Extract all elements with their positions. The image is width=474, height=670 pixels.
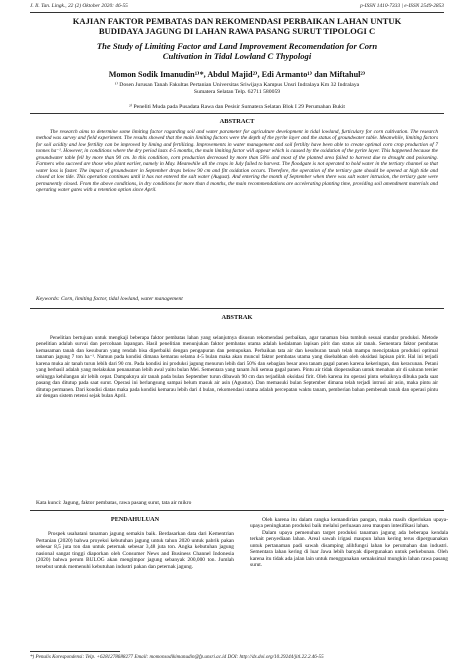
- affiliation-1-line-2: Sumatera Selatan Telp. 62711 580059: [193, 89, 281, 96]
- body-right-column: [250, 517, 448, 569]
- footnote-divider: [30, 651, 120, 652]
- english-title-line-2: Cultivation in Tidal Lowland C Thypologi: [162, 51, 312, 62]
- abstrak-top-rule: [30, 308, 444, 309]
- abstrak-heading: ABSTRAK: [221, 314, 253, 321]
- corresponding-author-footnote: *) Penulis Korespondensi: Telp. +6281278688277 Email: momonsodikimanudin@fp.unsri.ac.id DOI: http://dx.doi.org/10.29244/jitl.22.2.46-55: [30, 654, 324, 660]
- abstract-keywords: Keywords: Corn, limiting factor, tidal lowland, water management: [36, 296, 183, 302]
- abstrak-keywords: Kata kunci: Jagung, faktor pembatas, rawa pasang surut, tata air mikro: [36, 500, 192, 506]
- body-paragraph: Oleh karena itu dalam rangka kemandirian pangan, maka masih diperlukan upaya-upaya peningkatan produksi baik melalui perluasan area maupun intesifikasi lahan.: [250, 517, 448, 530]
- affiliation-1-line-1: ¹⁾ Dosen Jurusan Tanah Fakultas Pertanian Universitas Sriwijaya Kampus Unsri Indralaya Km 32 Indralaya: [114, 82, 360, 88]
- body-paragraph: Dalam upaya pemenuhan target produksi tanaman jagung ada beberapa kendala terkait penyediaan lahan. Areal sawah irigasi maupun lahan kering terus diperguanakan untuk pertanaman padi sawah disamping alihfungsi lahan ke perumahan dan industri. Sementara lahan kering di luar Jawa lebih banyak dipergunakan untuk perkebunan. Oleh karena itu tidak ada jalan lain untuk menggunakan semaksimal mungkin lahan rawa pasang surut.: [250, 529, 448, 569]
- abstrak-text: Penelitian bertujuan untuk mengkaji beberapa faktor pembatas lahan yang selanjutnya disusun rekomendasi perbaikan, agar tanaman bisa tumbuh sesuai standar produksi. Metode penelitian adalah survai dan percobaan lapangan. Hasil penelitian menunjukan faktor pembatas utama adalah kedalaman lapisan pirit dan status air tanah. Sementara faktor pembatas kemasaman tanah dan kesuburan yang rendah bisa diperbaiki dengan pengapuran dan pemupukan. Perbaikan tata air dan kesuburan tanah telah mampu menciptakan produksi optimal tanaman jagung 7 ton ha⁻¹. Namun pada kondisi dimana kemarau selama 4-5 bulan maka akan muncul faktor pembatas utama yang disebabkan oleh oksidasi lapisan pirit. Hal ini terjadi karena muka air tanah turun lebih dari 90 cm. Pada kondisi ini produksi jagung menurun lebih dari 50% dan sebagian besar area tanam gagal panen karena kekeringan, dan keracunan. Petani yang berhasil adalah yang melakukan penanaman lebih awal yaitu bulan Mei. Sementara yang tanam Juli semua gagal panen. Pintu air tidak dioperasikan untuk menahan air di saluran tersier sehingga kehilangan air lebih cepat. Dampaknya air tanah pada bulan September turun dibawah 90 cm dan terjadilah oksidasi firit. Oleh karena itu operasi pintu sebaiknya dibuka pada saat pasang dan ditutup pada saat surut. Operasi ini berlangsung sampai belum masuk air asin (Agustus). Dan memasuki bulan September dimana telah terjadi intrusi air asin, maka pintu air ditutup permanen. Dari kondisi diatas maka pada kondisi kemarau lebih dari 4 bulan, rekomendasi utama adalah percepatan waktu tanam, pemberian bahan pembenah tanah dan operasi pintu air dengan sistem retensi sejak bulan April.: [36, 335, 438, 400]
- abstract-top-rule: [30, 113, 444, 114]
- section-heading-introduction: PENDAHULUAN: [110, 516, 160, 523]
- abstrak-bottom-rule: [30, 510, 444, 511]
- abstract-heading: ABSTRACT: [219, 118, 255, 125]
- body-paragraph: Prospek usahatani tanaman jagung semakin baik. Berdasarkan data dari Kementrian Pertanian (2020) bahwa proyeksi kebutuhan jagung untuk tahun 2020 untuk pabrik pakan sebesar 8,5 juta ton dan untuk peternak sebesar 3,48 juta ton. Angka kebutuhan jagung nasional sangat tinggi diaporkan oleh Consumer News and Business Channel Indonesia (2020) bahwa perum BULOG akan mengimpor jagung sebanyak 200,000 ton. Jumlah tersebut untuk memenuhi kebutuhan industri pakan dan peternak jagung.: [36, 531, 234, 570]
- english-title-line-1: The Study of Limiting Factor and Land Improvement Recomendation for Corn: [96, 41, 378, 51]
- issn-info: p-ISSN 1410-7333 | e-ISSN 2549-2853: [360, 3, 444, 9]
- paper-title-line-1: KAJIAN FAKTOR PEMBATAS DAN REKOMENDASI PERBAIKAN LAHAN UNTUK: [72, 16, 402, 26]
- abstract-text: The research aims to determine some limiting factor ragarding soil and water parameter for agriculture development in tidal lowland, furticulary for corn cultivation. The research method was survey and field experiment. The results showed that the main limiting factors were the depth of the pyrite layer and the status of groundwater table. Meanwhile, limiting factors for soil acidity and low fertility can be improved by liming and fertilizing. Improvements in water management and soil fertility have been able to create optimal corn crop production of 7 tonnes ha⁻¹. However, in conditions where the dry period lasts 4-5 months, the main limiting factor will appear which is caused by the oxidation of the pyrite layer. This happened because the groundwater table fell by more than 90 cm. In this condition, corn production decreased by more than 50% and most of the planted area failed to harvest due to drought and poisoning. Farmers who succeed are those who plant earlier, namely in May. Meanwhile all the crops in July failed to harvest. The floodgate is not operated to hold water in the tertiary channel so that water loss is faster. The impact of groundwater in September drops below 90 cm and fitt oxidation occurs. Therefore, the operation of the tertiary gate should be opened at high tide and closed at low tide. This operation continues until it has not entered the salt water (August). And entering the month of September when there was salt water intrusion, the tertiary gate were permanently closed. From the above conditions, in dry conditions for more than 4 months, the main recommendations are accelerating planting time, providing soil amendment materials and operating water gates with a retention option since April.: [36, 129, 438, 194]
- paper-title-line-2: BUDIDAYA JAGUNG DI LAHAN RAWA PASANG SURUT TIPOLOGI C: [98, 26, 376, 37]
- paper-title: [30, 16, 444, 37]
- english-title: [34, 41, 440, 61]
- affiliation-2: ²⁾ Peneliti Muda pada Pusadata Rawa dan Pesisir Sumatera Selatan Blok I 29 Perumahan Bukit: [128, 104, 346, 110]
- header-divider: [30, 12, 444, 13]
- body-left-column: [36, 517, 234, 570]
- affiliation-1: [40, 82, 434, 96]
- author-list: Momon Sodik Imanudin¹⁾*, Abdul Majid²⁾, Edi Armanto¹⁾ dan Miftahul²⁾: [108, 70, 366, 79]
- journal-citation: J. Il. Tan. Lingk., 22 (2) Oktober 2020: 46-55: [30, 3, 128, 9]
- running-header: [30, 3, 444, 9]
